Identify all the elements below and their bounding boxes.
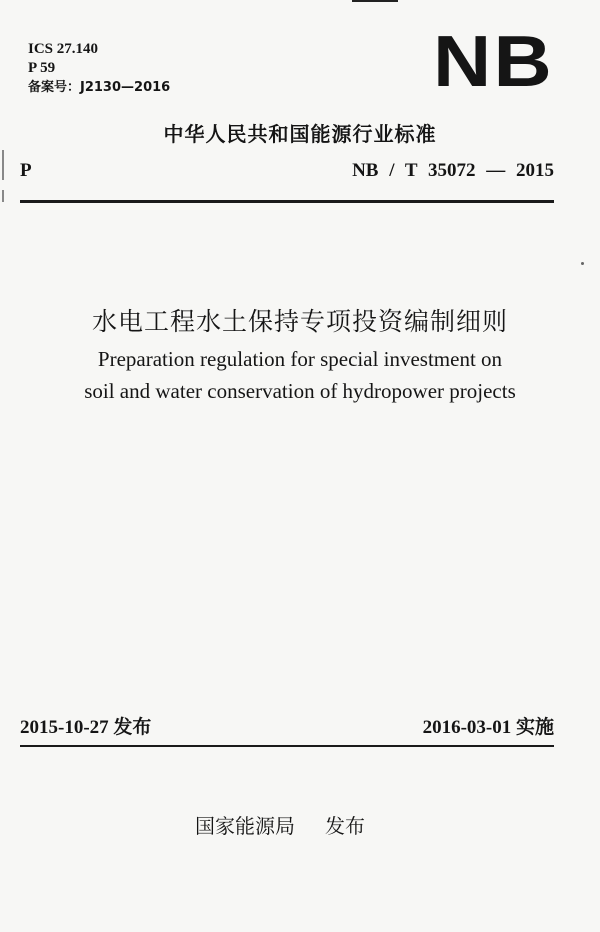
category-letter: P xyxy=(20,160,32,181)
header-metadata xyxy=(28,40,170,97)
header-divider xyxy=(20,200,554,203)
left-edge-mark xyxy=(2,190,4,202)
publisher xyxy=(195,810,365,839)
publisher-action: 发布 xyxy=(325,814,365,838)
english-title-line-1: Preparation regulation for special investment on xyxy=(97,347,503,371)
standard-number: NB / T 35072 — 2015 xyxy=(352,160,554,181)
implementation-date: 2016-03-01 实施 xyxy=(422,717,554,738)
scan-speck xyxy=(581,262,584,265)
class-code: P 59 xyxy=(28,60,56,76)
document-title-english xyxy=(0,343,600,407)
date-divider xyxy=(20,745,554,747)
record-number: 备案号：J2130—2016 xyxy=(28,80,171,95)
nb-logo: NB xyxy=(433,22,554,102)
publisher-name: 国家能源局 xyxy=(195,814,295,838)
issue-date: 2015-10-27 发布 xyxy=(20,717,152,738)
english-title-line-2: soil and water conservation of hydropower projects xyxy=(84,379,516,403)
ics-code: ICS 27.140 xyxy=(28,41,99,57)
left-edge-mark xyxy=(2,150,4,180)
top-edge-mark xyxy=(352,0,398,2)
document-title-chinese: 水电工程水土保持专项投资编制细则 xyxy=(91,307,508,336)
industry-standard-title: 中华人民共和国能源行业标准 xyxy=(163,122,437,146)
